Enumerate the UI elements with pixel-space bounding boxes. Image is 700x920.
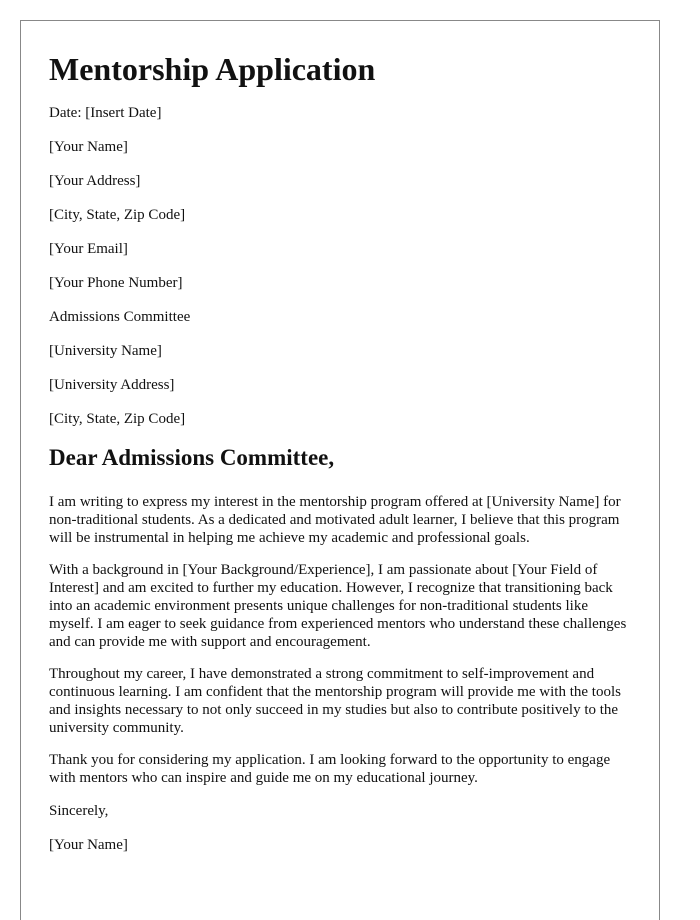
recipient-university: [University Name] [49, 343, 162, 359]
recipient-block [49, 307, 635, 429]
recipient-address: [University Address] [49, 377, 175, 393]
body-paragraph: Throughout my career, I have demonstrated a strong commitment to self-improvement and continuous learning. I am confident that the mentorship program will provide me with the tools and insights necessary to not only succeed in my studies but also to contribute positively to the university community. [49, 666, 621, 736]
signature: [Your Name] [49, 837, 128, 853]
sender-email: [Your Email] [49, 241, 128, 257]
salutation: Dear Admissions Committee, [49, 445, 335, 470]
letter-page [20, 20, 660, 920]
sender-city-state-zip: [City, State, Zip Code] [49, 207, 186, 223]
letter-body [49, 493, 635, 787]
body-paragraph: With a background in [Your Background/Experience], I am passionate about [Your Field of Interest] and am excited to further my education. However, I recognize that transitioning back into an academic environment presents unique challenges for non-traditional students like myself. I am eager to seek guidance from experienced mentors who understand these challenges and can provide me with support and encouragement. [49, 562, 627, 650]
sender-address: [Your Address] [49, 173, 141, 189]
closing: Sincerely, [49, 803, 109, 819]
document-title: Mentorship Application [49, 51, 376, 87]
sender-phone: [Your Phone Number] [49, 275, 183, 291]
recipient-city-state-zip: [City, State, Zip Code] [49, 411, 186, 427]
sender-name: [Your Name] [49, 139, 128, 155]
recipient-name: Admissions Committee [49, 309, 191, 325]
body-paragraph: I am writing to express my interest in the mentorship program offered at [University Name] for non-traditional students. As a dedicated and motivated adult learner, I believe that this program will be instrumental in helping me achieve my academic and professional goals. [49, 494, 621, 546]
date-line: Date: [Insert Date] [49, 105, 162, 121]
body-paragraph: Thank you for considering my application. I am looking forward to the opportunity to engage with mentors who can inspire and guide me on my educational journey. [49, 752, 611, 786]
sender-block [49, 137, 635, 293]
letter-content [49, 49, 635, 869]
